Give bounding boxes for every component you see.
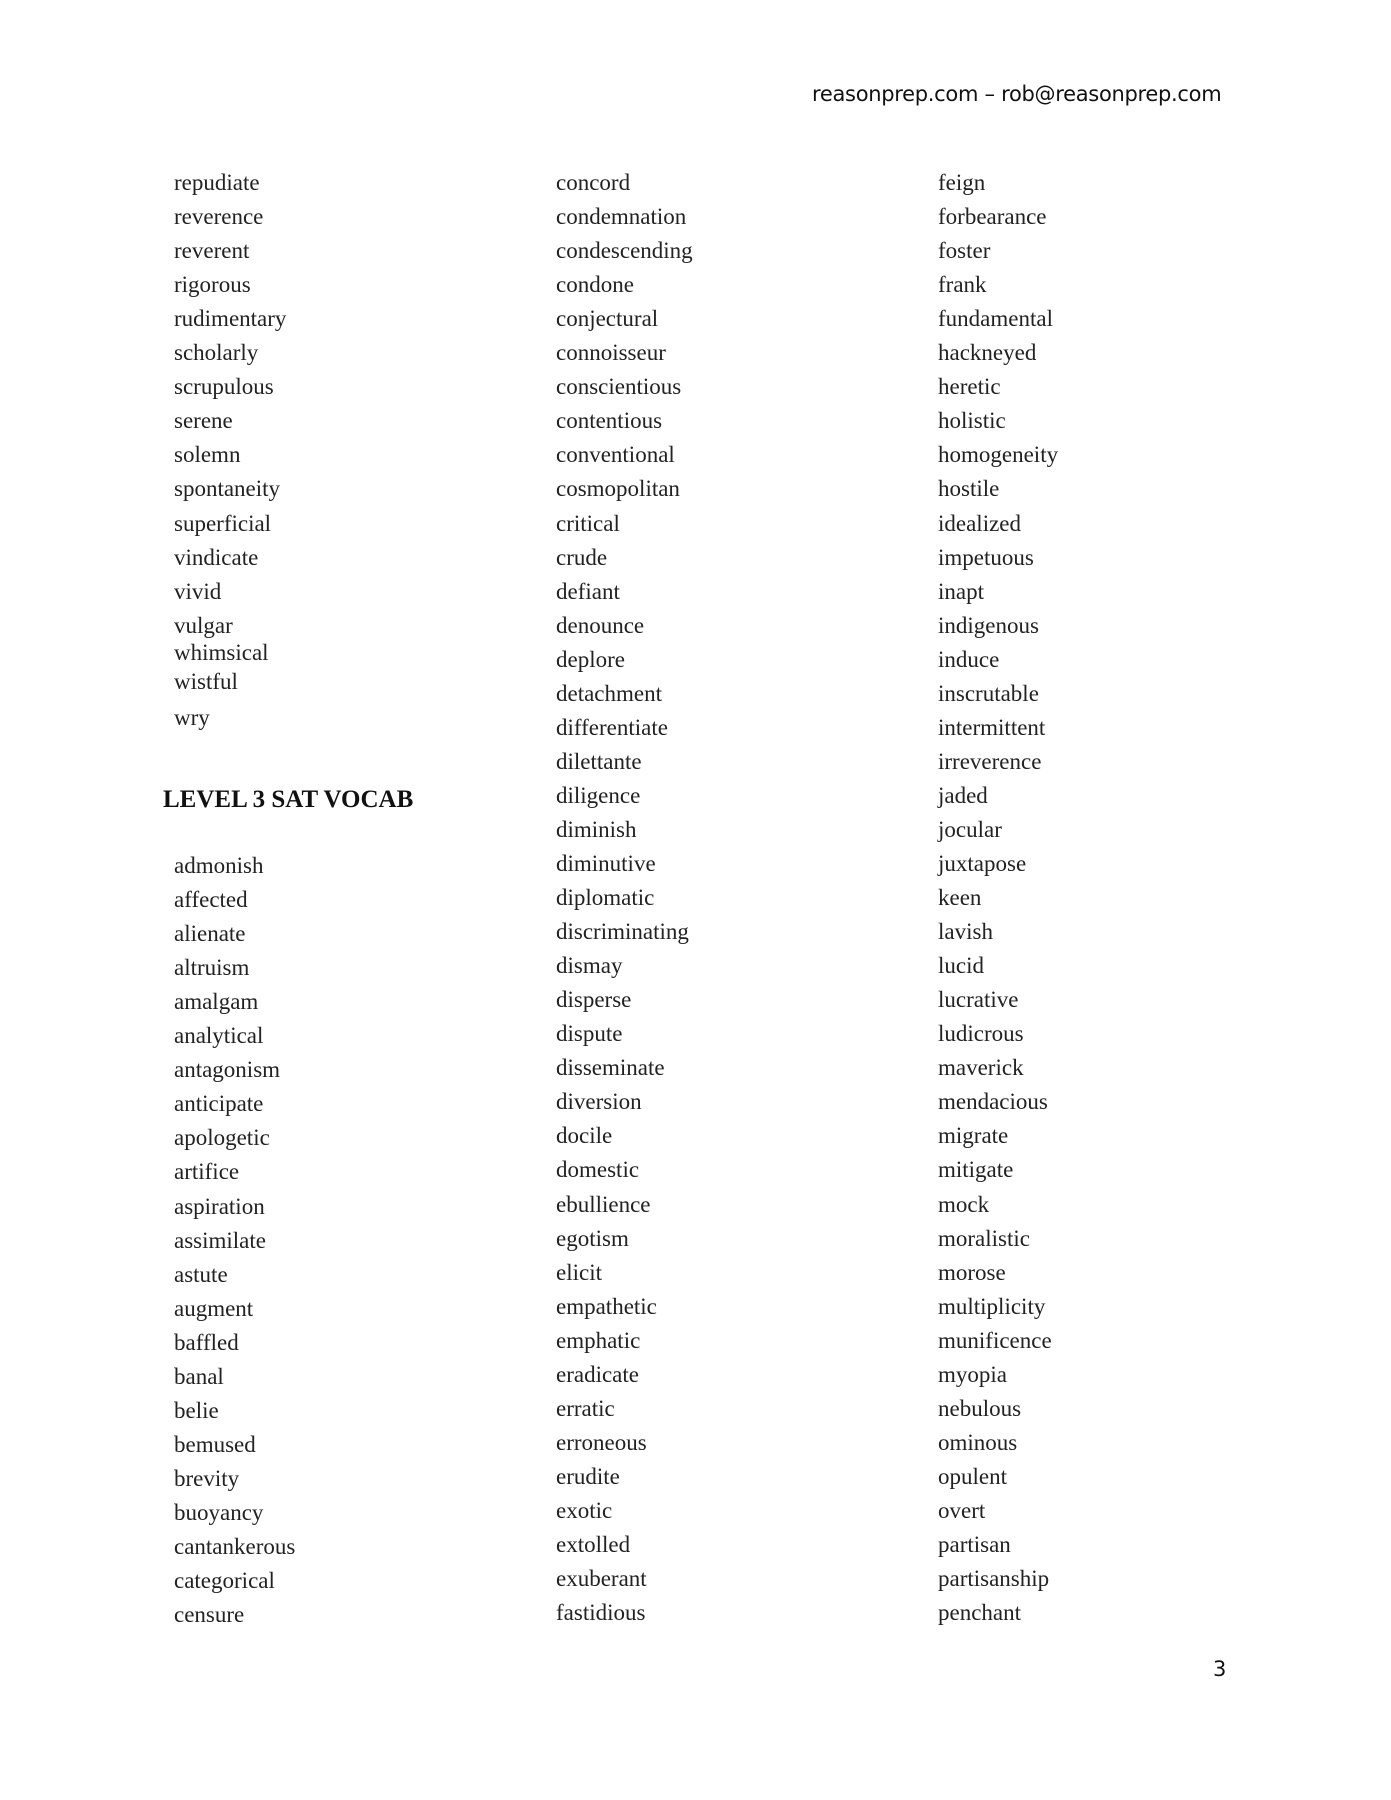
vocab-word: lucid <box>938 953 984 979</box>
vocab-word: mendacious <box>938 1089 1048 1115</box>
vocab-word: ludicrous <box>938 1021 1024 1047</box>
vocab-word: partisanship <box>938 1566 1050 1592</box>
vocab-word: emphatic <box>556 1327 641 1353</box>
vocab-word: concord <box>556 170 631 195</box>
vocab-word: disseminate <box>556 1055 665 1081</box>
vocab-word: superficial <box>174 510 272 536</box>
vocab-word: bemused <box>174 1431 256 1457</box>
vocab-word: altruism <box>174 955 250 981</box>
vocab-word: lavish <box>938 919 993 945</box>
vocab-word: disperse <box>556 987 632 1013</box>
vocab-word: inapt <box>938 578 984 604</box>
vocab-word: indigenous <box>938 612 1039 638</box>
vocab-word: morose <box>938 1259 1006 1285</box>
vocab-word: amalgam <box>174 989 259 1015</box>
vocab-word: exuberant <box>556 1566 647 1592</box>
vocab-word: egotism <box>556 1225 629 1251</box>
vocab-word: hostile <box>938 476 1000 502</box>
vocab-word: apologetic <box>174 1125 270 1151</box>
vocab-word: moralistic <box>938 1225 1030 1251</box>
page-number: 3 <box>1213 1657 1227 1681</box>
vocab-word: empathetic <box>556 1293 657 1319</box>
vocab-word: belie <box>174 1397 219 1423</box>
vocab-word: antagonism <box>174 1057 281 1083</box>
vocab-word: denounce <box>556 612 645 638</box>
vocab-word: frank <box>938 272 987 298</box>
vocab-word: inscrutable <box>938 680 1039 706</box>
vocab-word: solemn <box>174 442 241 468</box>
vocab-word: diligence <box>556 782 641 808</box>
vocab-word: homogeneity <box>938 442 1059 468</box>
vocab-word: heretic <box>938 374 1001 400</box>
vocab-word: maverick <box>938 1055 1024 1081</box>
vocab-word: censure <box>174 1602 245 1628</box>
vocab-word: diplomatic <box>556 885 655 911</box>
vocab-word: spontaneity <box>174 476 281 502</box>
vocab-word: anticipate <box>174 1091 264 1117</box>
vocab-word: repudiate <box>174 170 260 195</box>
vocab-word: scholarly <box>174 340 259 366</box>
vocab-word: affected <box>174 887 248 913</box>
vocab-word: reverence <box>174 204 264 230</box>
vocab-word: myopia <box>938 1361 1007 1387</box>
vocab-word: idealized <box>938 510 1022 536</box>
vocab-word: vivid <box>174 578 222 604</box>
vocab-word: lucrative <box>938 987 1019 1013</box>
vocab-word: fundamental <box>938 306 1053 332</box>
vocab-word: admonish <box>174 853 264 878</box>
vocab-word: induce <box>938 646 1000 672</box>
page-header: reasonprep.com – rob@reasonprep.com <box>812 82 1222 106</box>
vocab-word: cantankerous <box>174 1534 296 1559</box>
vocab-word: deplore <box>556 646 625 672</box>
vocab-word: fastidious <box>556 1600 646 1626</box>
vocab-word: irreverence <box>938 748 1042 774</box>
vocab-word: extolled <box>556 1532 631 1557</box>
vocab-word: condone <box>556 272 634 298</box>
vocab-word: erratic <box>556 1395 615 1421</box>
vocab-word: erroneous <box>556 1429 647 1455</box>
vocab-word: crude <box>556 544 608 570</box>
vocab-word: juxtapose <box>938 851 1027 876</box>
vocab-word: conscientious <box>556 374 682 400</box>
vocab-word: rigorous <box>174 272 251 298</box>
vocab-word: augment <box>174 1295 254 1321</box>
vocab-word: assimilate <box>174 1227 266 1253</box>
vocab-word: vulgar <box>174 612 233 638</box>
vocab-word: condescending <box>556 238 693 264</box>
vocab-word: intermittent <box>938 714 1046 740</box>
vocab-word: dilettante <box>556 748 642 774</box>
vocab-word: conjectural <box>556 306 659 332</box>
vocab-word: aspiration <box>174 1193 265 1219</box>
section-heading: LEVEL 3 SAT VOCAB <box>163 786 414 813</box>
vocab-word: reverent <box>174 238 250 264</box>
vocab-word: detachment <box>556 680 663 706</box>
vocab-word: overt <box>938 1497 986 1523</box>
vocab-word: baffled <box>174 1329 239 1355</box>
vocab-word: hackneyed <box>938 340 1037 366</box>
vocab-word: impetuous <box>938 544 1034 570</box>
vocab-word: munificence <box>938 1327 1052 1353</box>
vocab-word: erudite <box>556 1463 620 1489</box>
vocab-word: ominous <box>938 1429 1018 1455</box>
vocab-word: partisan <box>938 1532 1011 1557</box>
vocab-word: categorical <box>174 1568 275 1594</box>
vocab-word: diminish <box>556 816 637 842</box>
vocab-word: discriminating <box>556 919 689 945</box>
vocab-word: nebulous <box>938 1395 1022 1421</box>
vocab-word: wistful <box>174 668 238 694</box>
vocab-word: connoisseur <box>556 340 666 366</box>
vocab-word: diminutive <box>556 851 656 876</box>
vocab-word: keen <box>938 885 982 911</box>
vocab-word: opulent <box>938 1463 1007 1489</box>
vocab-word: alienate <box>174 921 246 947</box>
vocab-word: foster <box>938 238 991 264</box>
vocab-word: differentiate <box>556 714 668 740</box>
vocab-word: whimsical <box>174 639 269 665</box>
vocab-word: banal <box>174 1363 224 1389</box>
vocab-word: scrupulous <box>174 374 274 400</box>
vocab-word: penchant <box>938 1600 1022 1626</box>
vocab-word: condemnation <box>556 204 687 230</box>
vocab-word: wry <box>174 704 210 730</box>
vocab-word: ebullience <box>556 1191 651 1217</box>
vocab-word: serene <box>174 408 233 434</box>
vocab-word: mock <box>938 1191 990 1217</box>
vocab-word: forbearance <box>938 204 1047 230</box>
vocab-word: domestic <box>556 1157 640 1183</box>
vocab-word: eradicate <box>556 1361 639 1387</box>
vocab-word: holistic <box>938 408 1006 434</box>
vocab-word: exotic <box>556 1497 613 1523</box>
vocab-word: dispute <box>556 1021 623 1047</box>
vocab-word: diversion <box>556 1089 642 1115</box>
vocab-word: cosmopolitan <box>556 476 680 502</box>
vocab-word: brevity <box>174 1465 240 1491</box>
vocab-word: multiplicity <box>938 1293 1046 1319</box>
vocab-word: mitigate <box>938 1157 1014 1183</box>
vocab-word: elicit <box>556 1259 602 1285</box>
vocab-word: jocular <box>938 816 1002 842</box>
vocab-word: analytical <box>174 1023 264 1049</box>
vocab-word: buoyancy <box>174 1499 264 1525</box>
vocab-word: contentious <box>556 408 663 434</box>
vocab-word: astute <box>174 1261 228 1287</box>
vocab-word: migrate <box>938 1123 1009 1149</box>
vocab-word: feign <box>938 170 986 195</box>
vocab-word: dismay <box>556 953 623 979</box>
vocab-word: docile <box>556 1123 613 1149</box>
vocab-word: jaded <box>938 782 988 808</box>
vocab-word: defiant <box>556 578 620 604</box>
vocab-word: conventional <box>556 442 675 468</box>
vocab-word: artifice <box>174 1159 240 1185</box>
vocab-word: rudimentary <box>174 306 287 332</box>
vocab-word: vindicate <box>174 544 259 570</box>
vocab-word: critical <box>556 510 620 536</box>
